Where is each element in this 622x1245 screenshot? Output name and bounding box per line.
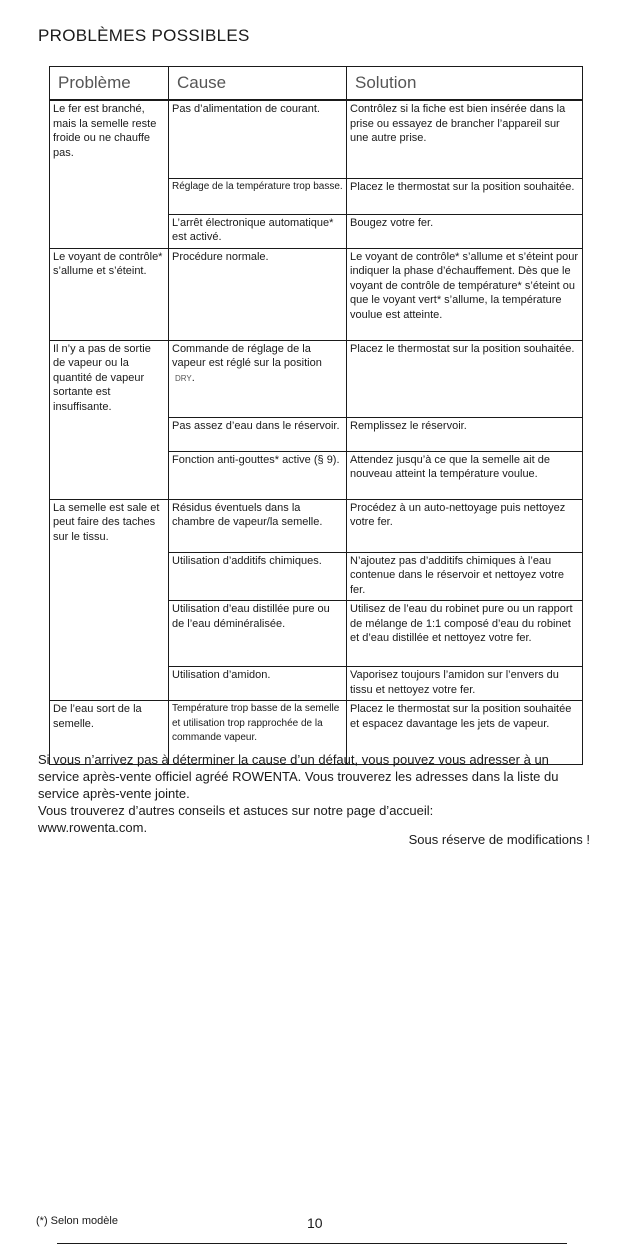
reserve-note: Sous réserve de modifications ! [408, 832, 590, 847]
cause-cell: Température trop basse de la semelle et utilisation trop rapprochée de la commande vapeur. [169, 701, 347, 765]
troubleshooting-table [49, 66, 583, 765]
cause-cell: Procédure normale. [169, 248, 347, 340]
page-title: PROBLÈMES POSSIBLES [38, 26, 250, 45]
table-row [50, 417, 583, 451]
solution-cell: Vaporisez toujours l’amidon sur l’envers du tissu et nettoyez votre fer. [347, 667, 583, 701]
table-row [50, 100, 583, 178]
table-header-row [50, 67, 583, 101]
problem-cell: De l’eau sort de la semelle. [50, 701, 169, 765]
cause-cell: Utilisation d’eau distillée pure ou de l’eau déminéralisée. [169, 601, 347, 667]
cause-cell: Résidus éventuels dans la chambre de vapeur/la semelle. [169, 499, 347, 552]
table-row [50, 340, 583, 417]
cause-cell: Réglage de la température trop basse. [169, 178, 347, 214]
cause-cell: L’arrêt électronique automatique* est activé. [169, 214, 347, 248]
footnote: (*) Selon modèle [36, 1215, 118, 1227]
problem-cell: Il n’y a pas de sortie de vapeur ou la quantité de vapeur sortante est insuffisante. [50, 340, 169, 417]
notes [38, 751, 590, 836]
table-row [50, 601, 583, 667]
solution-cell: Bougez votre fer. [347, 214, 583, 248]
table-row [50, 451, 583, 499]
problem-cell: Le voyant de contrôle* s’allume et s’éteint. [50, 248, 169, 340]
cause-cell: Utilisation d’amidon. [169, 667, 347, 701]
notes-paragraph-service: Si vous n’arrivez pas à déterminer la cause d’un défaut, vous pouvez vous adresser à un service après-vente officiel agréé ROWENTA. Vous trouverez les adresses dans la liste du service après-vente jointe. [38, 752, 559, 801]
problem-cell [50, 552, 169, 601]
table-row [50, 248, 583, 340]
solution-cell: Placez le thermostat sur la position souhaitée. [347, 340, 583, 417]
header-problem: Problème [50, 67, 169, 101]
table-row [50, 178, 583, 214]
header-cause: Cause [169, 67, 347, 101]
problem-cell [50, 178, 169, 214]
cause-suffix: . [191, 371, 195, 384]
notes-website: www.rowenta.com. [38, 820, 148, 835]
problem-cell [50, 451, 169, 499]
solution-cell: Procédez à un auto-nettoyage puis nettoyez votre fer. [347, 499, 583, 552]
solution-cell: Contrôlez si la fiche est bien insérée dans la prise ou essayez de brancher l’appareil sur une autre prise. [347, 100, 583, 178]
problem-cell [50, 214, 169, 248]
problem-cell: Le fer est branché, mais la semelle reste froide ou ne chauffe pas. [50, 100, 169, 178]
page-number: 10 [307, 1215, 323, 1231]
steam-dry-icon: DRY [175, 373, 192, 383]
solution-cell: Remplissez le réservoir. [347, 417, 583, 451]
problem-cell: La semelle est sale et peut faire des taches sur le tissu. [50, 499, 169, 552]
solution-cell: Le voyant de contrôle* s’allume et s’éteint pour indiquer la phase d’échauffement. Dès que le voyant de contrôle de température* s’éteint ou que le voyant vert* s’allume, la température voulue est atteinte. [347, 248, 583, 340]
problem-cell [50, 667, 169, 701]
cause-cell: Fonction anti-gouttes* active (§ 9). [169, 451, 347, 499]
table-row [50, 552, 583, 601]
solution-cell: Placez le thermostat sur la position souhaitée et espacez davantage les jets de vapeur. [347, 701, 583, 765]
table-row [50, 667, 583, 701]
notes-paragraph-tips: Vous trouverez d’autres conseils et astuces sur notre page d’accueil: [38, 803, 434, 818]
solution-cell: Placez le thermostat sur la position souhaitée. [347, 178, 583, 214]
solution-cell: N’ajoutez pas d’additifs chimiques à l’eau contenue dans le réservoir et nettoyez votre fer. [347, 552, 583, 601]
cause-text: Commande de réglage de la vapeur est réglé sur la position [172, 342, 322, 369]
footer-rule [57, 1243, 567, 1244]
solution-cell: Utilisez de l’eau du robinet pure ou un rapport de mélange de 1:1 composé d’eau du robinet et d’eau distillée et nettoyez votre fer. [347, 601, 583, 667]
cause-cell: Pas assez d’eau dans le réservoir. [169, 417, 347, 451]
problem-cell [50, 417, 169, 451]
table-row [50, 214, 583, 248]
cause-cell: Utilisation d’additifs chimiques. [169, 552, 347, 601]
cause-cell: Pas d’alimentation de courant. [169, 100, 347, 178]
problem-cell [50, 601, 169, 667]
table-row [50, 499, 583, 552]
solution-cell: Attendez jusqu’à ce que la semelle ait de nouveau atteint la température voulue. [347, 451, 583, 499]
cause-cell [169, 340, 347, 417]
header-solution: Solution [347, 67, 583, 101]
